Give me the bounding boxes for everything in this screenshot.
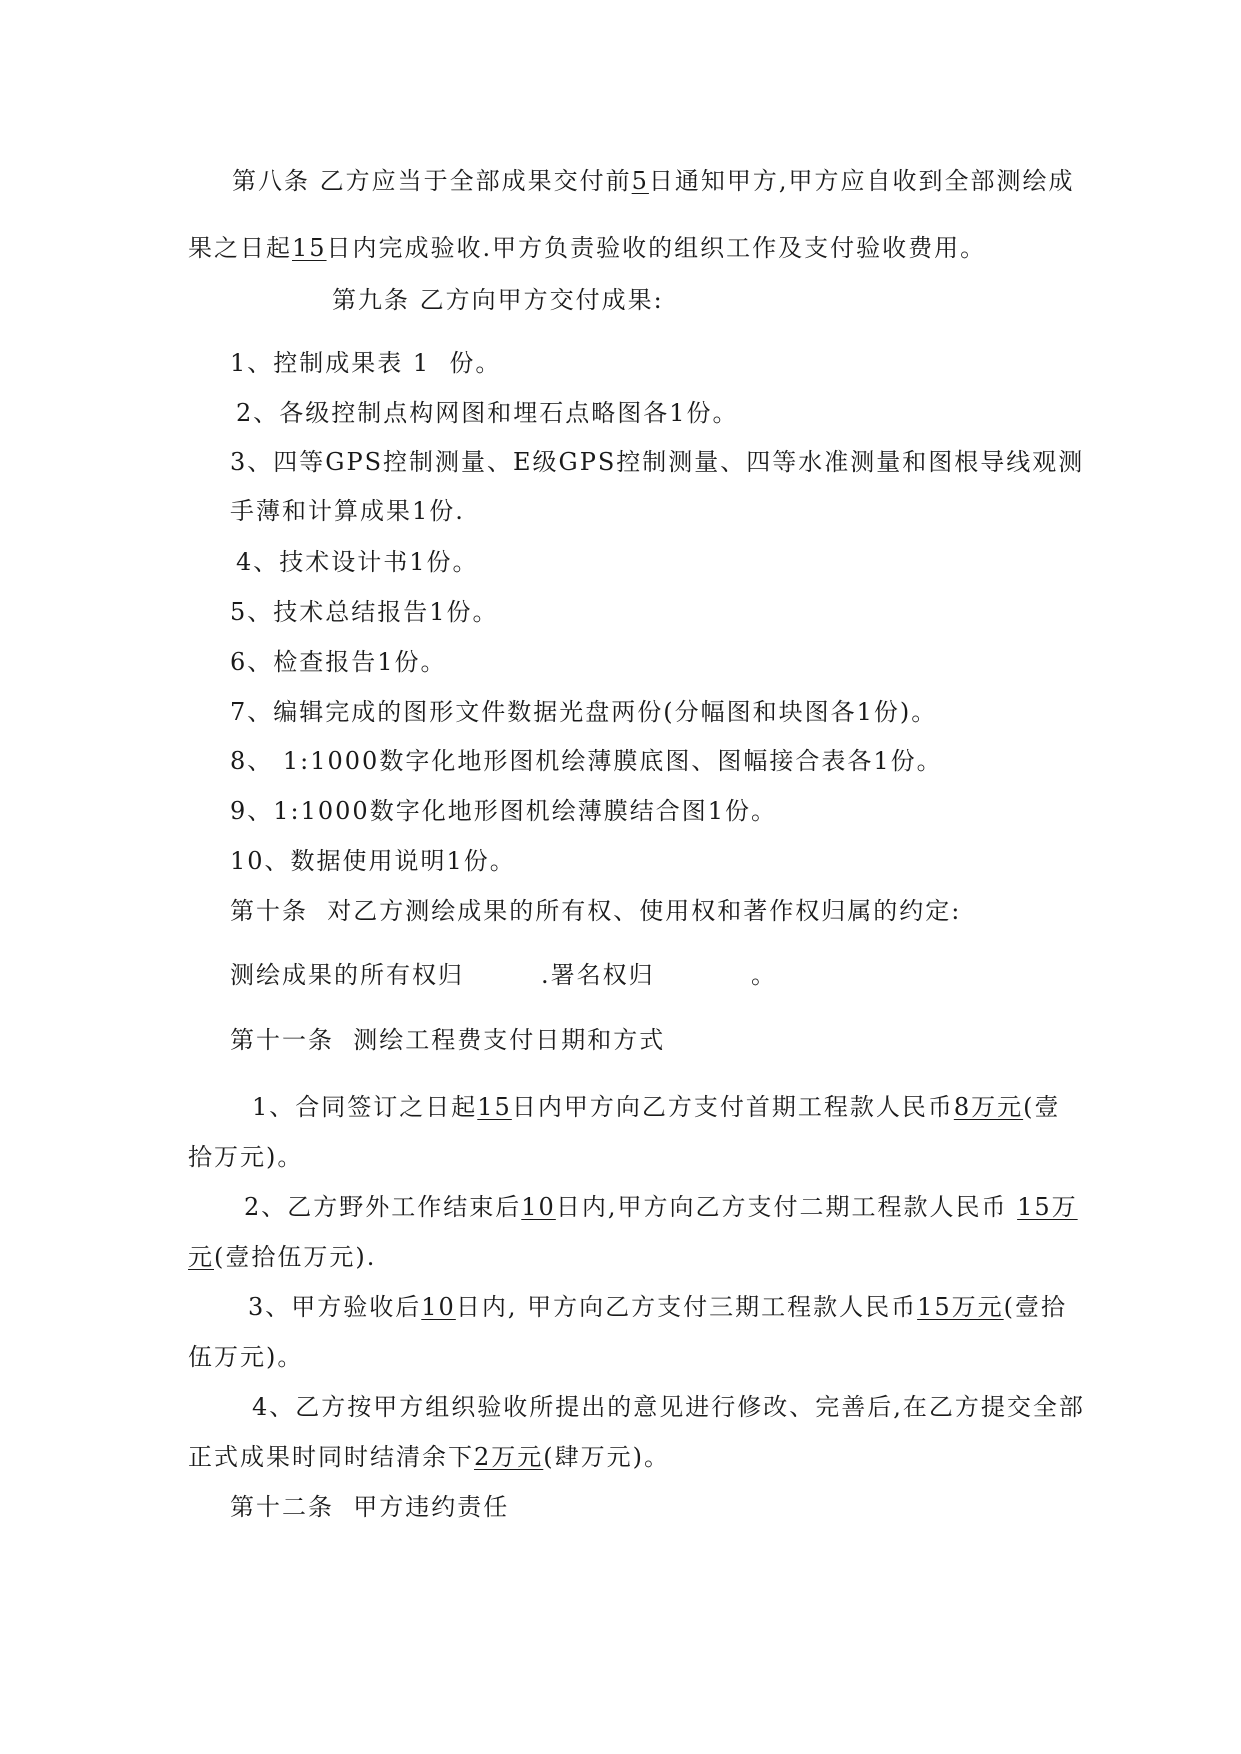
payment-2-amount-b: 元 [188, 1243, 214, 1271]
payment-3-amount: 15万元 [917, 1293, 1004, 1321]
payment-4-amount: 2万元 [474, 1443, 544, 1471]
notice-days-value: 5 [631, 167, 649, 195]
payment-2-text-a: 2、乙方野外工作结束后 [244, 1193, 522, 1221]
acceptance-days-value: 15 [292, 234, 327, 262]
payment-3-text-c: (壹拾 [1003, 1293, 1068, 1321]
payment-3-days: 10 [421, 1293, 456, 1321]
deliverable-item-1: 1、控制成果表 1 份。 [230, 349, 502, 377]
payment-1-text-c: (壹 [1023, 1093, 1061, 1121]
article-8-line-2 [188, 233, 986, 263]
payment-2-text-b: 日内,甲方向乙方支付二期工程款人民币 [555, 1193, 1018, 1221]
payment-1-amount: 8万元 [953, 1093, 1024, 1121]
payment-4-line-1: 4、乙方按甲方组织验收所提出的意见进行修改、完善后,在乙方提交全部 [252, 1393, 1085, 1421]
payment-2-text-c: (壹拾伍万元). [214, 1243, 377, 1271]
article-8-text-b: 日通知甲方,甲方应自收到全部测绘成 [648, 167, 1075, 195]
payment-1-days: 15 [477, 1093, 512, 1121]
article-11-title: 第十一条 测绘工程费支付日期和方式 [230, 1026, 666, 1054]
article-9-title: 第九条 乙方向甲方交付成果: [332, 286, 664, 314]
deliverable-item-3-cont: 手薄和计算成果1份. [230, 497, 465, 525]
payment-1-text-a: 1、合同签订之日起 [252, 1093, 478, 1121]
payment-3-text-a: 3、甲方验收后 [248, 1293, 422, 1321]
article-10-ownership: 测绘成果的所有权归 .署名权归 。 [230, 961, 777, 989]
deliverable-item-2: 2、各级控制点构网图和埋石点略图各1份。 [236, 399, 739, 427]
payment-1-line-2: 拾万元)。 [188, 1143, 304, 1171]
payment-2-line-1 [244, 1192, 1078, 1222]
payment-4-text-a: 正式成果时同时结清余下 [188, 1443, 474, 1471]
deliverable-item-5: 5、技术总结报告1份。 [230, 598, 499, 626]
payment-1-text-b: 日内甲方向乙方支付首期工程款人民币 [511, 1093, 954, 1121]
payment-2-days: 10 [521, 1193, 556, 1221]
deliverable-item-8: 8、 1:1000数字化地形图机绘薄膜底图、图幅接合表各1份。 [230, 747, 943, 775]
article-8-text-a: 第八条 乙方应当于全部成果交付前 [232, 167, 632, 195]
article-10-title: 第十条 对乙方测绘成果的所有权、使用权和著作权归属的约定: [230, 897, 962, 925]
deliverable-item-4: 4、技术设计书1份。 [236, 548, 479, 576]
payment-4-text-b: (肆万元)。 [543, 1443, 671, 1471]
deliverable-item-6: 6、检查报告1份。 [230, 648, 447, 676]
article-8-line-1 [232, 166, 1075, 196]
payment-3-text-b: 日内, 甲方向乙方支付三期工程款人民币 [455, 1293, 918, 1321]
payment-3-line-1 [248, 1292, 1067, 1322]
payment-3-line-2: 伍万元)。 [188, 1343, 304, 1371]
article-8-text-d: 日内完成验收.甲方负责验收的组织工作及支付验收费用。 [326, 234, 987, 262]
deliverable-item-9: 9、1:1000数字化地形图机绘薄膜结合图1份。 [230, 797, 777, 825]
article-8-text-c: 果之日起 [188, 234, 292, 262]
payment-1-line-1 [252, 1092, 1060, 1122]
deliverable-item-3: 3、四等GPS控制测量、E级GPS控制测量、四等水准测量和图根导线观测 [230, 448, 1085, 476]
article-12-title: 第十二条 甲方违约责任 [230, 1493, 510, 1521]
payment-2-amount-a: 15万 [1017, 1193, 1078, 1221]
deliverable-item-7: 7、编辑完成的图形文件数据光盘两份(分幅图和块图各1份)。 [230, 698, 938, 726]
payment-2-line-2 [188, 1242, 376, 1272]
deliverable-item-10: 10、数据使用说明1份。 [230, 847, 516, 875]
payment-4-line-2 [188, 1442, 670, 1472]
